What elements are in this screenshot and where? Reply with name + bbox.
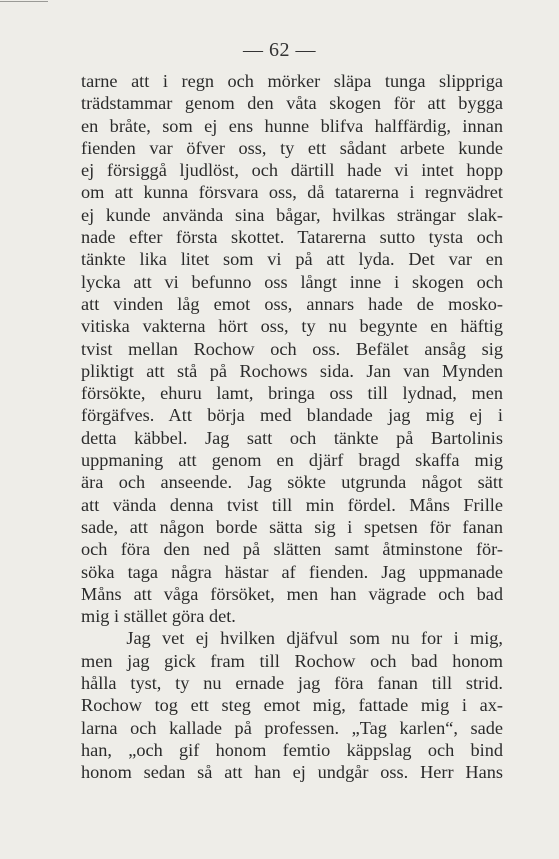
text-line: ej försiggå ljudlöst, och därtill hade vi intet hopp: [81, 160, 503, 181]
text-line: detta käbbel. Jag satt och tänkte på Bartolinis: [81, 427, 503, 448]
text-line: hålla tyst, ty nu ernade jag föra fanan till strid.: [81, 673, 503, 694]
text-line: Måns att våga försöket, men han vägrade och bad: [81, 583, 503, 604]
text-line: tvist mellan Rochow och oss. Befälet ansåg sig: [81, 338, 503, 359]
text-line: försökte, ehuru lamt, bringa oss till lydnad, men: [81, 383, 503, 404]
text-line: Rochow tog ett steg emot mig, fattade mig i ax-: [81, 695, 503, 716]
text-line: fienden var öfver oss, ty ett sådant arbete kunde: [81, 137, 503, 158]
body-text: [81, 70, 503, 784]
text-line: Jag vet ej hvilken djäfvul som nu for i mig,: [81, 628, 503, 649]
text-line: trädstammar genom den våta skogen för att bygga: [81, 93, 503, 114]
text-line: han, „och gif honom femtio käppslag och bind: [81, 739, 503, 760]
text-line: en bråte, som ej ens hunne blifva halffärdig, innan: [81, 115, 503, 136]
text-line: vitiska vakterna hört oss, ty nu begynte en häftig: [81, 316, 503, 337]
text-line: uppmaning att genom en djärf bragd skaffa mig: [81, 450, 503, 471]
text-line: tänkte lika litet som vi på att lyda. Det var en: [81, 249, 503, 270]
page-number: — 62 —: [243, 39, 316, 61]
text-line: och föra den ned på slätten samt åtminstone för-: [81, 539, 503, 560]
text-line: ej kunde använda sina bågar, hvilkas strängar slak-: [81, 204, 503, 225]
text-line: honom sedan så att han ej undgår oss. Herr Hans: [81, 762, 503, 783]
text-line: att vinden låg emot oss, annars hade de mosko-: [81, 293, 503, 314]
text-line: larna och kallade på professen. „Tag karlen“, sade: [81, 717, 503, 738]
text-line: tarne att i regn och mörker släpa tunga slippriga: [81, 71, 503, 91]
scan-edge-line: [0, 1, 48, 2]
text-line: nade efter första skottet. Tatarerna sutto tysta och: [81, 227, 503, 248]
text-line: förgäfves. Att börja med blandade jag mig ej i: [81, 405, 503, 426]
text-line: ära och anseende. Jag sökte utgrunda något sätt: [81, 472, 503, 493]
text-line: söka taga några hästar af fienden. Jag uppmanade: [81, 561, 503, 582]
text-line: sade, att någon borde sätta sig i spetsen för fanan: [81, 516, 503, 537]
text-line: mig i stället göra det.: [81, 606, 236, 627]
text-line: om att kunna försvara oss, då tatarerna i regnvädret: [81, 182, 503, 203]
text-line: lycka att vi befunno oss långt inne i skogen och: [81, 271, 503, 292]
text-line: pliktigt att stå på Rochows sida. Jan van Mynden: [81, 360, 503, 381]
text-line: men jag gick fram till Rochow och bad honom: [81, 650, 503, 671]
text-line: att vända denna tvist till min fördel. Måns Frille: [81, 494, 503, 515]
